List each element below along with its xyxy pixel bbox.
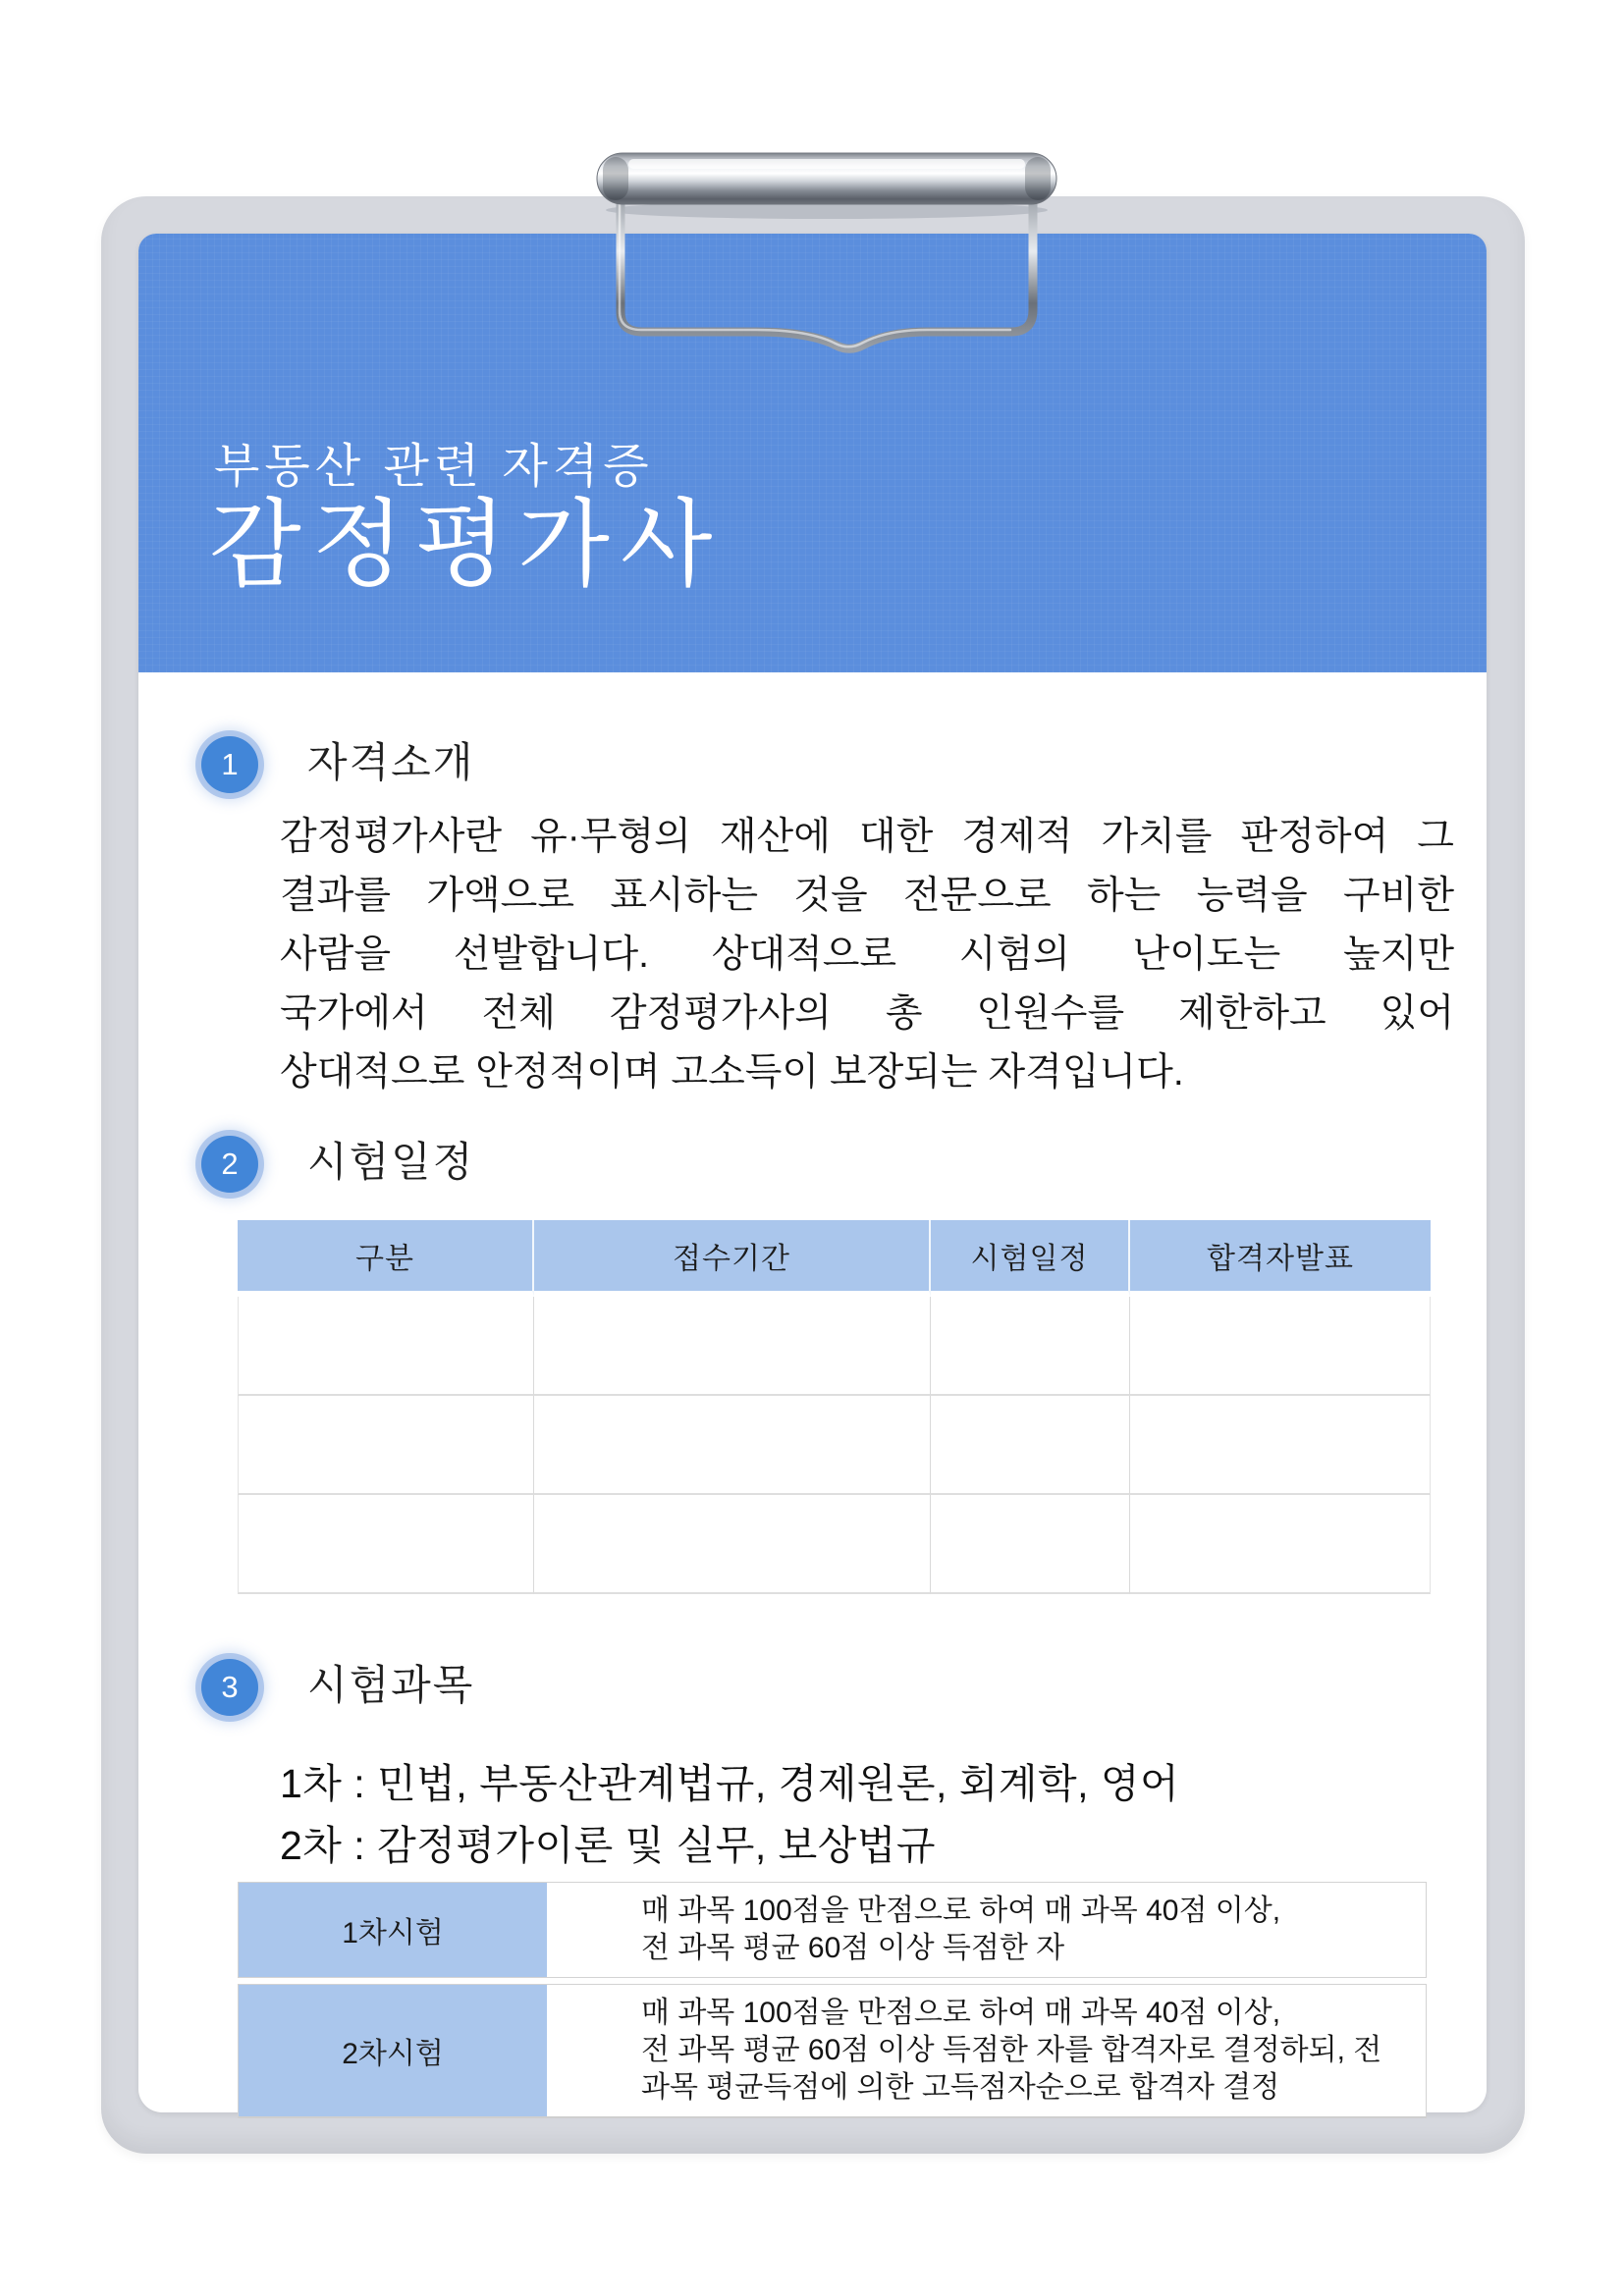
schedule-col-header: 시험일정 <box>931 1220 1130 1297</box>
schedule-cell <box>534 1297 931 1396</box>
schedule-cell <box>931 1297 1130 1396</box>
schedule-cell <box>238 1297 534 1396</box>
header-subtitle: 부동산 관련 자격증 <box>214 441 654 493</box>
schedule-cell <box>1130 1495 1431 1594</box>
paragraph-line: 상대적으로 안정적이며 고소득이 보장되는 자격입니다. <box>280 1051 1184 1094</box>
schedule-row <box>238 1396 1431 1495</box>
schedule-cell <box>931 1495 1130 1594</box>
desc-line: 매 과목 100점을 만점으로 하여 매 과목 40점 이상, <box>641 1895 1281 1927</box>
intro-paragraph <box>280 808 1454 1102</box>
paragraph-line: 국가에서 전체 감정평가사의 총 인원수를 제한하고 있어 <box>280 992 1454 1035</box>
row-desc-cell <box>551 1883 1426 1977</box>
schedule-cell <box>534 1495 931 1594</box>
schedule-cell <box>534 1396 931 1495</box>
schedule-header-row <box>238 1220 1431 1297</box>
section-1-heading: 자격소개 <box>307 739 475 785</box>
schedule-col-header: 접수기간 <box>534 1220 931 1297</box>
paragraph-line: 결과를 가액으로 표시하는 것을 전문으로 하는 능력을 구비한 <box>280 875 1454 917</box>
section-2-number: 2 <box>221 1147 239 1181</box>
subjects-list <box>280 1753 1179 1877</box>
schedule-col-header: 구분 <box>238 1220 534 1297</box>
desc-line: 전 과목 평균 60점 이상 득점한 자를 합격자로 결정하되, 전 <box>641 2034 1382 2066</box>
schedule-cell <box>238 1495 534 1594</box>
row-label-cell: 2차시험 <box>239 1985 551 2116</box>
schedule-col-header: 합격자발표 <box>1130 1220 1431 1297</box>
schedule-cell <box>1130 1396 1431 1495</box>
row-label-cell: 1차시험 <box>239 1883 551 1977</box>
schedule-cell <box>1130 1297 1431 1396</box>
schedule-cell <box>238 1396 534 1495</box>
section-3-heading: 시험과목 <box>307 1662 475 1708</box>
schedule-cell <box>931 1396 1130 1495</box>
paragraph-line: 감정평가사란 유·무형의 재산에 대한 경제적 가치를 판정하여 그 <box>280 816 1454 858</box>
subjects-table <box>238 1882 1427 2118</box>
schedule-row <box>238 1297 1431 1396</box>
section-2-heading: 시험일정 <box>307 1139 475 1185</box>
subjects-line: 2차 : 감정평가이론 및 실무, 보상법규 <box>280 1823 937 1868</box>
section-1-badge <box>201 736 258 793</box>
schedule-row <box>238 1495 1431 1594</box>
table-row <box>238 1984 1427 2118</box>
table-row <box>238 1882 1427 1978</box>
schedule-table <box>238 1220 1431 1594</box>
section-3-badge <box>201 1659 258 1716</box>
section-1-number: 1 <box>221 747 239 781</box>
desc-line: 과목 평균득점에 의한 고득점자순으로 합격자 결정 <box>641 2071 1280 2104</box>
clipboard-board <box>101 196 1525 2154</box>
desc-line: 전 과목 평균 60점 이상 득점한 자 <box>641 1932 1065 1964</box>
section-3-number: 3 <box>221 1670 239 1704</box>
subjects-line: 1차 : 민법, 부동산관계법규, 경제원론, 회계학, 영어 <box>280 1761 1180 1806</box>
page-title: 감정평가사 <box>209 491 724 598</box>
paragraph-line: 사람을 선발합니다. 상대적으로 시험의 난이도는 높지만 <box>280 934 1454 976</box>
paper-sheet <box>138 234 1487 2112</box>
clipboard-clip-icon <box>589 147 1064 358</box>
desc-line: 매 과목 100점을 만점으로 하여 매 과목 40점 이상, <box>641 1997 1281 2029</box>
section-2-badge <box>201 1136 258 1193</box>
row-desc-cell <box>551 1985 1426 2116</box>
